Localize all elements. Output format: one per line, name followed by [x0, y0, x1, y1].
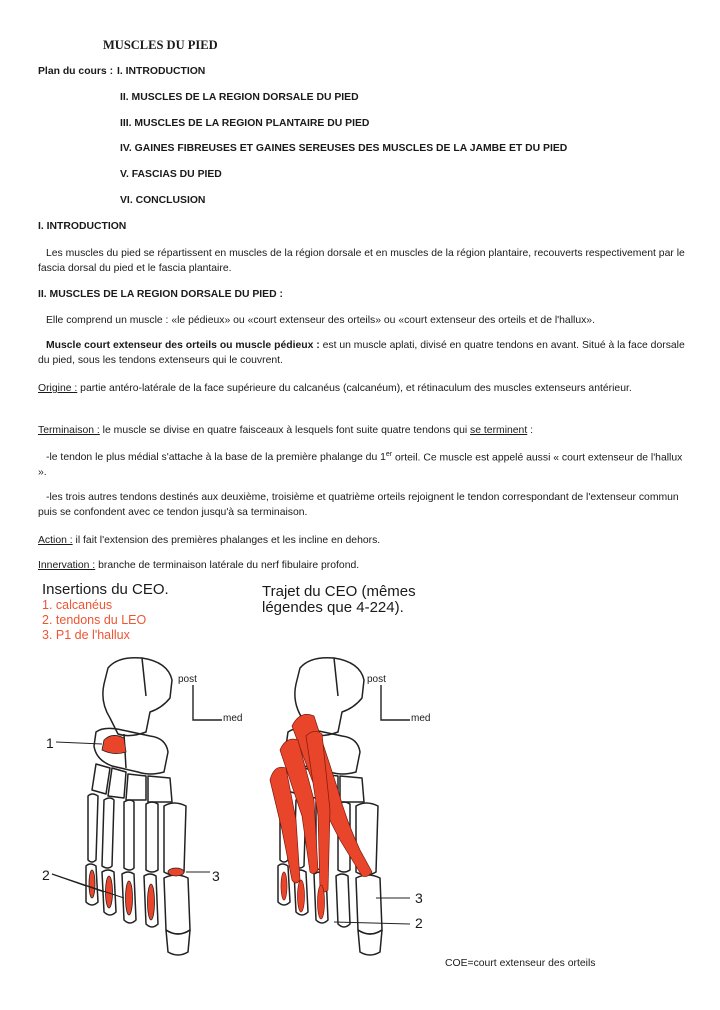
terminaison-text-b: :: [527, 425, 534, 436]
terminaison-text-a: le muscle se divise en quatre faisceaux à lesquels font suite quatre tendons qui: [99, 425, 471, 436]
left-tendon-insertion-3: [126, 881, 133, 915]
plan-item-1: I. INTRODUCTION: [117, 66, 206, 77]
action-paragraph: [38, 533, 688, 548]
tendon2-text: -les trois autres tendons destinés aux deuxième, troisième et quatrième orteils rejoignent le tendon correspondant de l'extenseur commun puis se confondent avec ce tendon jusqu'à sa terminaison.: [38, 492, 679, 518]
plan-item-2: II. MUSCLES DE LA REGION DORSALE DU PIED: [120, 92, 359, 103]
action-text: il fait l'extension des premières phalanges et les incline en dehors.: [72, 535, 381, 546]
origine-label: Origine :: [38, 383, 78, 394]
right-figure-title-line1: Trajet du CEO (mêmes: [262, 583, 416, 600]
muscle-text: est un muscle aplati, divisé en quatre tendons en avant. Situé à la face dorsale du pied, sous les tendons extenseurs qui le couvrent.: [38, 340, 685, 366]
right-figure-title-line2: légendes que 4-224).: [262, 599, 404, 616]
terminaison-underlined: se terminent: [470, 425, 528, 436]
intro-paragraph: [38, 246, 688, 276]
left-orientation-axes: [193, 685, 222, 720]
legend-item-1: 1. calcanéus: [42, 598, 113, 612]
origine-text: partie antéro-latérale de la face supérieure du calcanéus (calcanéum), et rétinaculum des muscles extenseurs antérieur.: [77, 383, 632, 394]
muscle-paragraph: [38, 338, 688, 368]
left-post-label: post: [178, 674, 197, 685]
innervation-label: Innervation :: [38, 560, 96, 571]
plan-item-6: VI. CONCLUSION: [120, 195, 206, 206]
tendon1-text-a: -le tendon le plus médial s'attache à la base de la première phalange du 1: [46, 452, 386, 464]
plan-item-3: III. MUSCLES DE LA REGION PLANTAIRE DU PIED: [120, 118, 370, 129]
right-med-label: med: [411, 713, 431, 724]
right-leader-line-2: [334, 922, 410, 924]
legend-item-2: 2. tendons du LEO: [42, 613, 147, 627]
plan-item-5: V. FASCIAS DU PIED: [120, 169, 222, 180]
terminaison-paragraph: [38, 423, 688, 438]
right-orientation-axes: [381, 685, 410, 720]
intro-text: Les muscles du pied se répartissent en muscles de la région dorsale et en muscles de la région plantaire, recouverts respectivement par le fascia dorsal du pied et le fascia plantaire.: [38, 248, 685, 274]
right-tendon-insertion-1: [281, 872, 287, 900]
left-figure-title: Insertions du CEO.: [42, 581, 169, 598]
plan-label: Plan du cours :: [38, 66, 114, 77]
innervation-paragraph: [38, 558, 688, 573]
tendon1-text-b: orteil. Ce muscle est appelé aussi « court extenseur de l'hallux ».: [38, 452, 683, 479]
legend-item-3: 3. P1 de l'hallux: [42, 628, 130, 642]
figure-caption: COE=court extenseur des orteils: [445, 958, 596, 969]
action-label: Action :: [38, 535, 73, 546]
innervation-text: branche de terminaison latérale du nerf fibulaire profond.: [95, 560, 360, 571]
dorsal-intro-text: Elle comprend un muscle : «le pédieux» ou «court extenseur des orteils» ou «court extenseur des orteils et de l'hallux».: [46, 315, 595, 326]
dorsal-intro-paragraph: [38, 313, 688, 328]
foot-illustrations: [0, 640, 720, 970]
tendon1-sup: er: [385, 451, 393, 458]
origine-paragraph: [38, 381, 688, 396]
right-tendon-insertion-3: [318, 885, 325, 919]
left-label-2: 2: [42, 867, 50, 883]
right-tendon-insertion-2: [298, 880, 305, 912]
left-med-label: med: [223, 713, 243, 724]
calcaneus-insertion: [102, 735, 126, 753]
hallux-insertion: [168, 868, 184, 876]
plan-item-4: IV. GAINES FIBREUSES ET GAINES SEREUSES DES MUSCLES DE LA JAMBE ET DU PIED: [120, 143, 568, 154]
left-label-1: 1: [46, 735, 54, 751]
dorsal-heading: II. MUSCLES DE LA REGION DORSALE DU PIED :: [38, 289, 283, 300]
terminaison-label: Terminaison :: [38, 425, 100, 436]
left-label-3: 3: [212, 868, 220, 884]
right-label-3: 3: [415, 890, 423, 906]
document-title: MUSCLES DU PIED: [103, 38, 218, 52]
tendon1-paragraph: [38, 447, 688, 480]
tendon2-paragraph: [38, 490, 688, 520]
muscle-name: Muscle court extenseur des orteils ou muscle pédieux :: [46, 340, 320, 351]
right-post-label: post: [367, 674, 386, 685]
left-foot-skeleton: [86, 658, 190, 955]
leader-line-2c: [52, 874, 124, 898]
left-tendon-insertion-4: [148, 884, 155, 920]
right-label-2: 2: [415, 915, 423, 931]
intro-heading: I. INTRODUCTION: [38, 221, 127, 232]
left-tendon-insertion-1: [89, 870, 95, 898]
